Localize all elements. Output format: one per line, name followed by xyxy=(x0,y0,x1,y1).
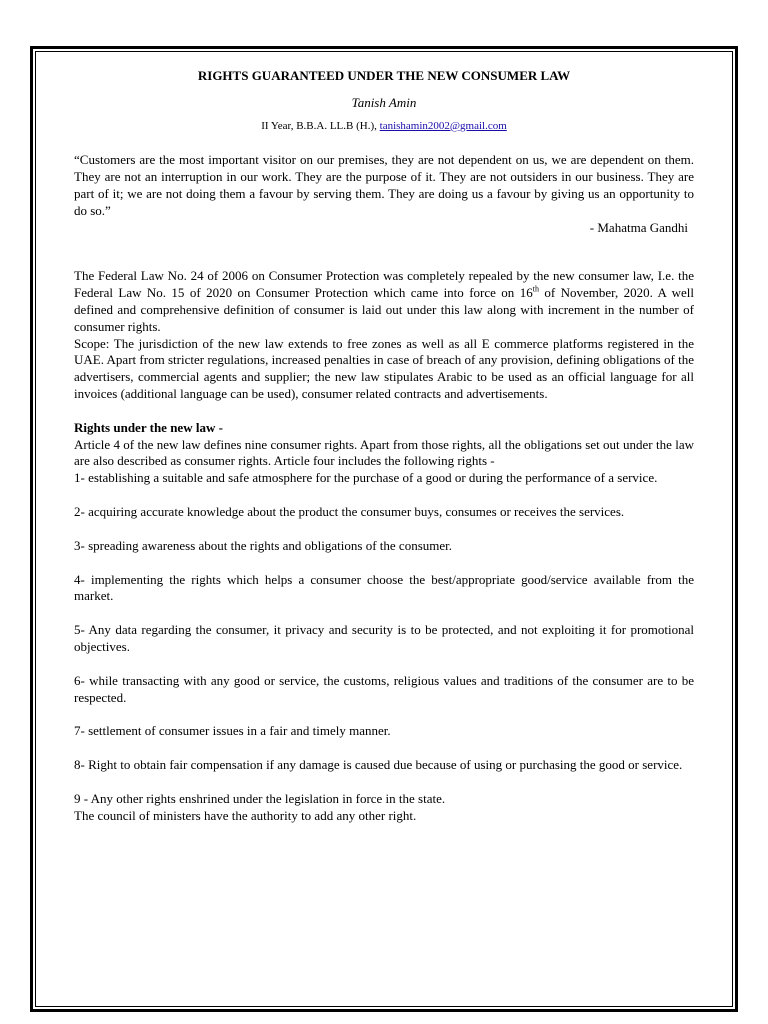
intro-text-1: The Federal Law No. 24 of 2006 on Consumer Protection was completely repealed by the new consumer law, I.e. the Federal Law No. 15 of 2020 on Consumer Protection which came into force on 16 xyxy=(74,268,694,301)
right-item-2: 2- acquiring accurate knowledge about the product the consumer buys, consumes or receives the services. xyxy=(74,503,625,519)
author-affiliation xyxy=(74,118,694,135)
right-item-5: 5- Any data regarding the consumer, it privacy and security is to be protected, and not exploiting it for promotional objectives. xyxy=(74,622,694,654)
gandhi-quote: “Customers are the most important visitor on our premises, they are not dependent on us, we are dependent on them. They are not an interruption in our work. They are the purpose of it. They are not outsiders in our business. They are part of it; we are not doing them a favour by serving them. They are doing us a favour by giving us an opportunity to do so.” xyxy=(74,152,694,218)
intro-superscript: th xyxy=(532,284,539,294)
quote-attribution: - Mahatma Gandhi xyxy=(589,219,688,235)
right-item-1: 1- establishing a suitable and safe atmosphere for the purchase of a good or during the performance of a service. xyxy=(74,470,658,486)
document-body xyxy=(74,68,694,825)
intro-text-2: of November, 2020. A well defined and comprehensive definition of consumer is laid out under this law along with increment in the number of consumer rights. xyxy=(74,285,694,334)
rights-intro: Article 4 of the new law defines nine consumer rights. Apart from those rights, all the obligations set out under the law are also described as consumer rights. Article four includes the following rights - xyxy=(74,436,694,469)
closing-line: The council of ministers have the authority to add any other right. xyxy=(74,807,417,823)
right-item-4: 4- implementing the rights which helps a consumer choose the best/appropriate good/service available from the market. xyxy=(74,571,694,604)
intro-paragraph xyxy=(74,268,694,335)
right-item-6: 6- while transacting with any good or service, the customs, religious values and traditions of the consumer are to be respected. xyxy=(74,672,694,705)
affiliation-text: II Year, B.B.A. LL.B (H.), xyxy=(261,119,377,132)
right-item-9: 9 - Any other rights enshrined under the legislation in force in the state. xyxy=(74,790,446,806)
right-item-7: 7- settlement of consumer issues in a fair and timely manner. xyxy=(74,723,391,739)
rights-heading: Rights under the new law - xyxy=(74,419,223,435)
right-item-3: 3- spreading awareness about the rights and obligations of the consumer. xyxy=(74,537,452,553)
right-item-8: 8- Right to obtain fair compensation if any damage is caused due because of using or purchasing the good or service. xyxy=(74,757,683,773)
document-title: RIGHTS GUARANTEED UNDER THE NEW CONSUMER LAW xyxy=(197,68,571,83)
scope-paragraph: Scope: The jurisdiction of the new law extends to free zones as well as all E commerce platforms registered in the UAE. Apart from stricter regulations, increased penalties in case of breach of any provision, defining obligations of the advertisers, commercial agents and supplier; the new law stipulates Arabic to be used as an official language for all invoices (additional language can be used), consumer related contracts and advertisements. xyxy=(74,335,694,401)
email-link[interactable]: tanishamin2002@gmail.com xyxy=(379,119,507,132)
author-name: Tanish Amin xyxy=(351,94,417,110)
